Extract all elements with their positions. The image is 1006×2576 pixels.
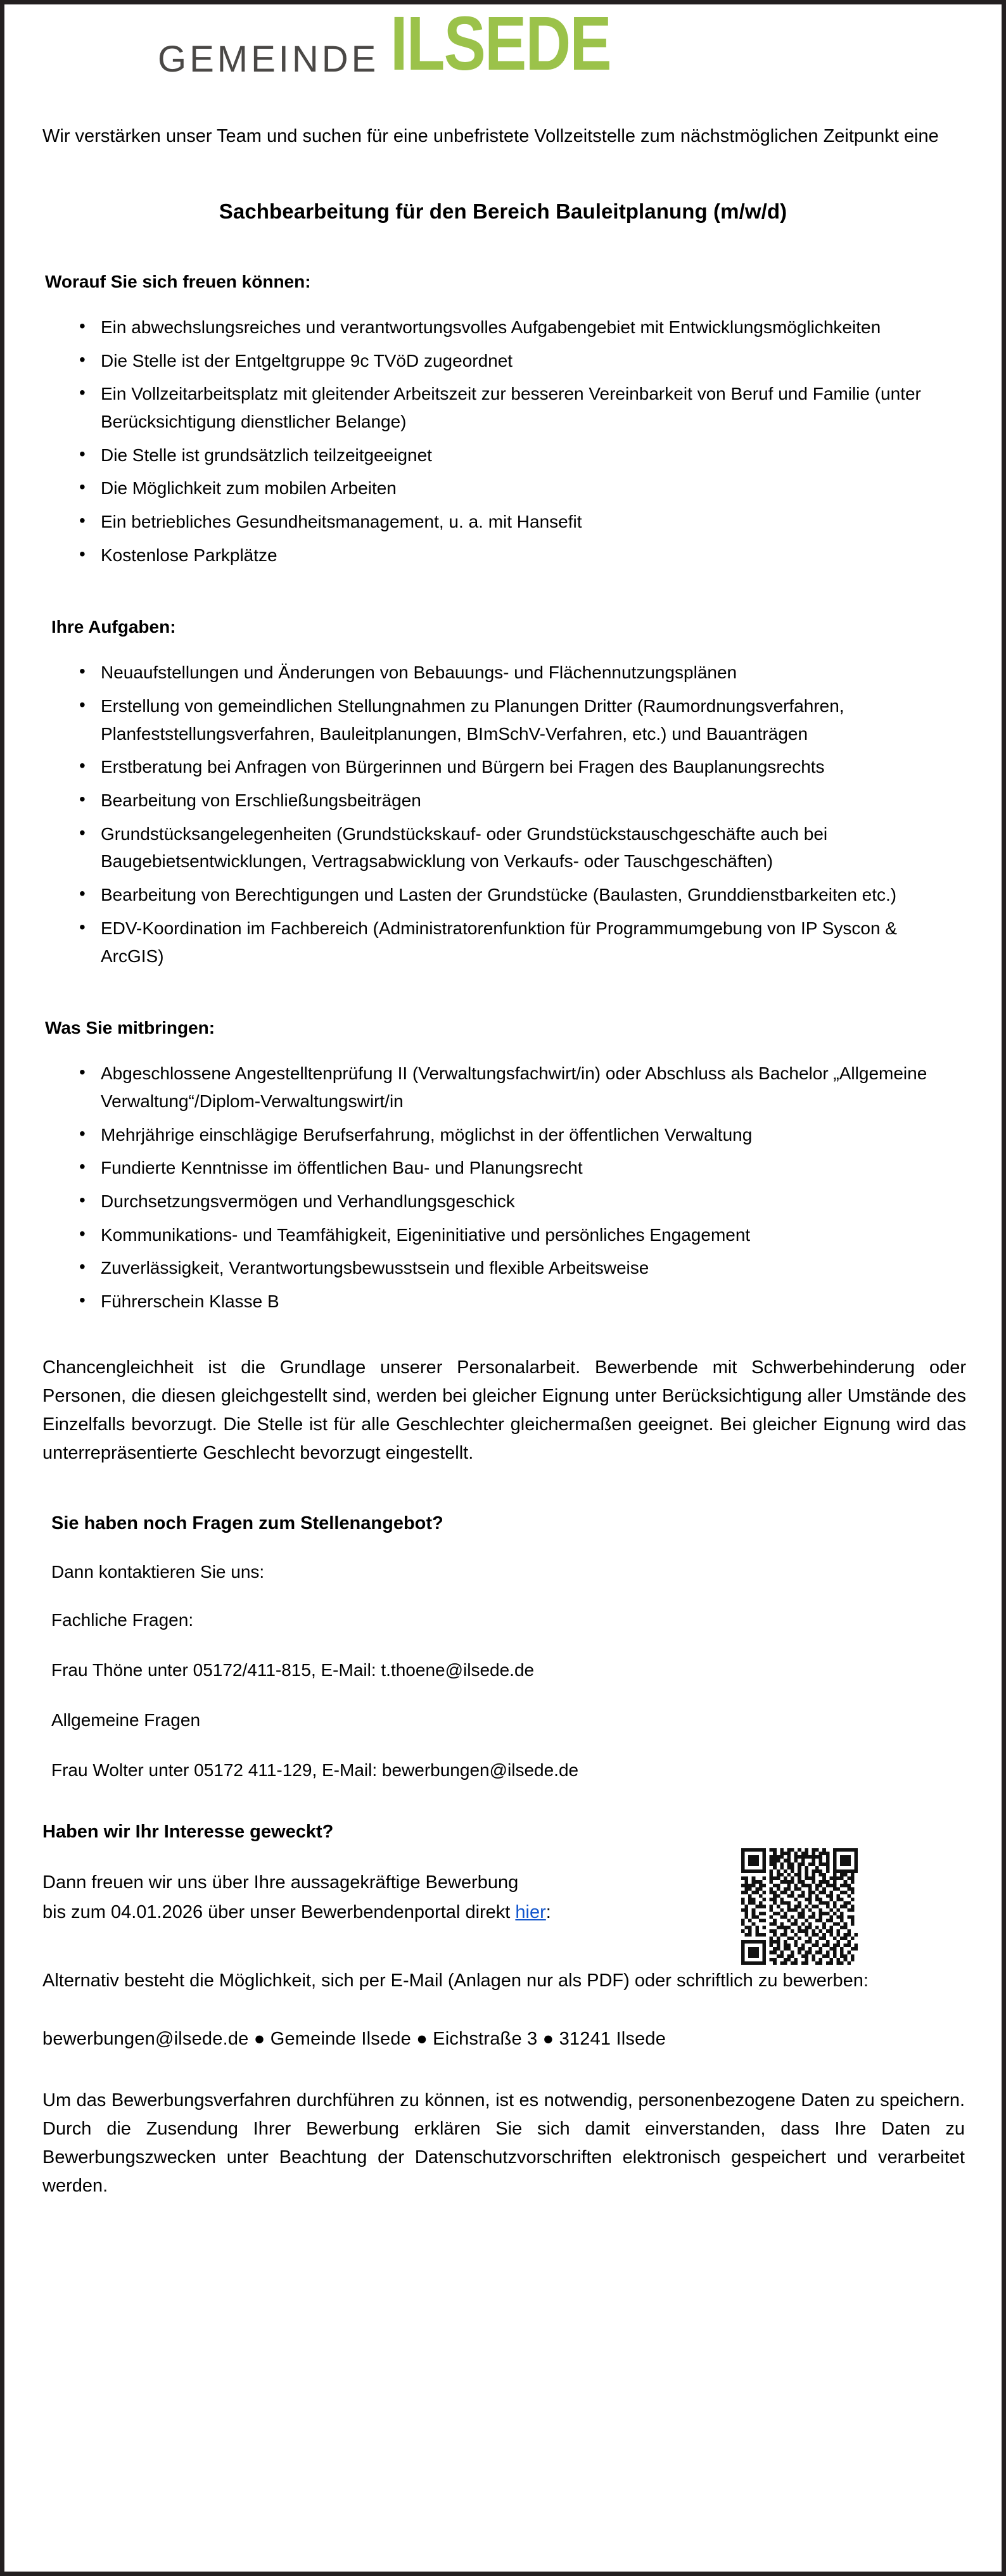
- interest-heading: Haben wir Ihr Interesse geweckt?: [42, 1822, 334, 1843]
- interest-line-2-before: bis zum 04.01.2026 über unser Bewerbendenportal direkt: [42, 1902, 516, 1923]
- logo-word-gemeinde: GEMEINDE: [158, 39, 379, 80]
- list-item: • Fundierte Kenntnisse im öffentlichen Bau- und Planungsrecht: [99, 1154, 943, 1182]
- list-item: • Zuverlässigkeit, Verantwortungsbewusstsein und flexible Arbeitsweise: [99, 1254, 943, 1282]
- list-item: • Grundstücksangelegenheiten (Grundstückskauf- oder Grundstückstauschgeschäfte auch bei Baugebietsentwicklungen, Vertragsabwicklung von Verkaufs- oder Tauschgeschäften): [99, 820, 943, 875]
- job-title: Sachbearbeitung für den Bereich Bauleitplanung (m/w/d): [219, 200, 787, 224]
- contact-technical-label: Fachliche Fragen:: [51, 1609, 194, 1630]
- list-item: • Durchsetzungsvermögen und Verhandlungsgeschick: [99, 1188, 943, 1215]
- tasks-list: [37, 659, 969, 970]
- contact-technical-person: Frau Thöne unter 05172/411-815, E-Mail: t.thoene@ilsede.de: [51, 1659, 535, 1680]
- benefits-list: [37, 314, 969, 569]
- list-item: • Erstellung von gemeindlichen Stellungnahmen zu Planungen Dritter (Raumordnungsverfahren, Planfeststellungsverfahren, Bauleitplanungen, BImSchV-Verfahren, etc.) und Bauanträgen: [99, 692, 943, 747]
- list-item: • EDV-Koordination im Fachbereich (Administratorenfunktion für Programmumgebung von IP Syscon & ArcGIS): [99, 915, 943, 970]
- list-item: • Bearbeitung von Berechtigungen und Lasten der Grundstücke (Baulasten, Grunddienstbarkeiten etc.): [99, 881, 943, 909]
- list-item: • Die Stelle ist der Entgeltgruppe 9c TVöD zugeordnet: [99, 347, 943, 375]
- contact-general-label: Allgemeine Fragen: [51, 1710, 201, 1730]
- list-item: • Führerschein Klasse B: [99, 1288, 943, 1316]
- list-item: • Neuaufstellungen und Änderungen von Bebauungs- und Flächennutzungsplänen: [99, 659, 943, 687]
- list-item: • Kommunikations- und Teamfähigkeit, Eigeninitiative und persönliches Engagement: [99, 1221, 943, 1249]
- qr-code-icon[interactable]: [737, 1848, 862, 1965]
- list-item: • Bearbeitung von Erschließungsbeiträgen: [99, 787, 943, 815]
- equality-paragraph: Chancengleichheit ist die Grundlage unserer Personalarbeit. Bewerbende mit Schwerbehinderung oder Personen, die diesen gleichgestellt sind, werden bei gleicher Eignung unter Berücksichtigung aller Umstände des Einzelfalls bevorzugt. Die Stelle ist für alle Geschlechter gleichermaßen geeignet. Bei gleicher Eignung wird das unterrepräsentierte Geschlecht bevorzugt eingestellt.: [42, 1357, 966, 1464]
- intro-paragraph: Wir verstärken unser Team und suchen für eine unbefristete Vollzeitstelle zum nächstmöglichen Zeitpunkt eine: [42, 126, 939, 146]
- list-item: • Erstberatung bei Anfragen von Bürgerinnen und Bürgern bei Fragen des Bauplanungsrechts: [99, 753, 943, 781]
- requirements-list: [37, 1060, 969, 1315]
- logo-word-ilsede: ILSEDE: [390, 0, 611, 86]
- interest-block: [37, 1822, 969, 1927]
- contact-heading: Sie haben noch Fragen zum Stellenangebot?: [51, 1513, 443, 1534]
- list-item: • Kostenlose Parkplätze: [99, 542, 943, 569]
- list-item: • Ein abwechslungsreiches und verantwortungsvolles Aufgabengebiet mit Entwicklungsmöglichkeiten: [99, 314, 943, 341]
- list-item: • Ein Vollzeitarbeitsplatz mit gleitender Arbeitszeit zur besseren Vereinbarkeit von Beruf und Familie (unter Berücksichtigung dienstlicher Belange): [99, 380, 943, 435]
- interest-line-1: Dann freuen wir uns über Ihre aussagekräftige Bewerbung: [42, 1872, 519, 1893]
- contact-intro: Dann kontaktieren Sie uns:: [51, 1562, 265, 1582]
- gemeinde-ilsede-logo: [158, 0, 630, 86]
- list-item: • Abgeschlossene Angestelltenprüfung II (Verwaltungsfachwirt/in) oder Abschluss als Bachelor „Allgemeine Verwaltung“/Diplom-Verwaltungswirt/in: [99, 1060, 943, 1115]
- list-item: • Die Stelle ist grundsätzlich teilzeitgeeignet: [99, 441, 943, 469]
- interest-text: [42, 1868, 701, 1927]
- section-heading-benefits: Worauf Sie sich freuen können:: [45, 272, 311, 292]
- alternative-application-text: Alternativ besteht die Möglichkeit, sich per E-Mail (Anlagen nur als PDF) oder schriftlich zu bewerben:: [42, 1970, 869, 1991]
- header-logo-band: [37, 0, 969, 122]
- contact-general-person: Frau Wolter unter 05172 411-129, E-Mail: bewerbungen@ilsede.de: [51, 1760, 579, 1780]
- interest-line-2-after: :: [545, 1902, 551, 1923]
- privacy-paragraph: Um das Bewerbungsverfahren durchführen zu können, ist es notwendig, personenbezogene Daten zu speichern. Durch die Zusendung Ihrer Bewerbung erklären Sie sich damit einverstanden, dass Ihre Daten zu Bewerbungszwecken unter Beachtung der Datenschutzvorschriften elektronisch gespeichert und verarbeitet werden.: [42, 2090, 965, 2197]
- application-portal-link[interactable]: hier: [515, 1902, 546, 1923]
- section-heading-requirements: Was Sie mitbringen:: [45, 1018, 215, 1038]
- section-heading-tasks: Ihre Aufgaben:: [51, 617, 176, 637]
- address-line: bewerbungen@ilsede.de ● Gemeinde Ilsede ● Eichstraße 3 ● 31241 Ilsede: [42, 2028, 666, 2049]
- list-item: • Ein betriebliches Gesundheitsmanagement, u. a. mit Hansefit: [99, 508, 943, 536]
- list-item: • Die Möglichkeit zum mobilen Arbeiten: [99, 474, 943, 502]
- list-item: • Mehrjährige einschlägige Berufserfahrung, möglichst in der öffentlichen Verwaltung: [99, 1121, 943, 1149]
